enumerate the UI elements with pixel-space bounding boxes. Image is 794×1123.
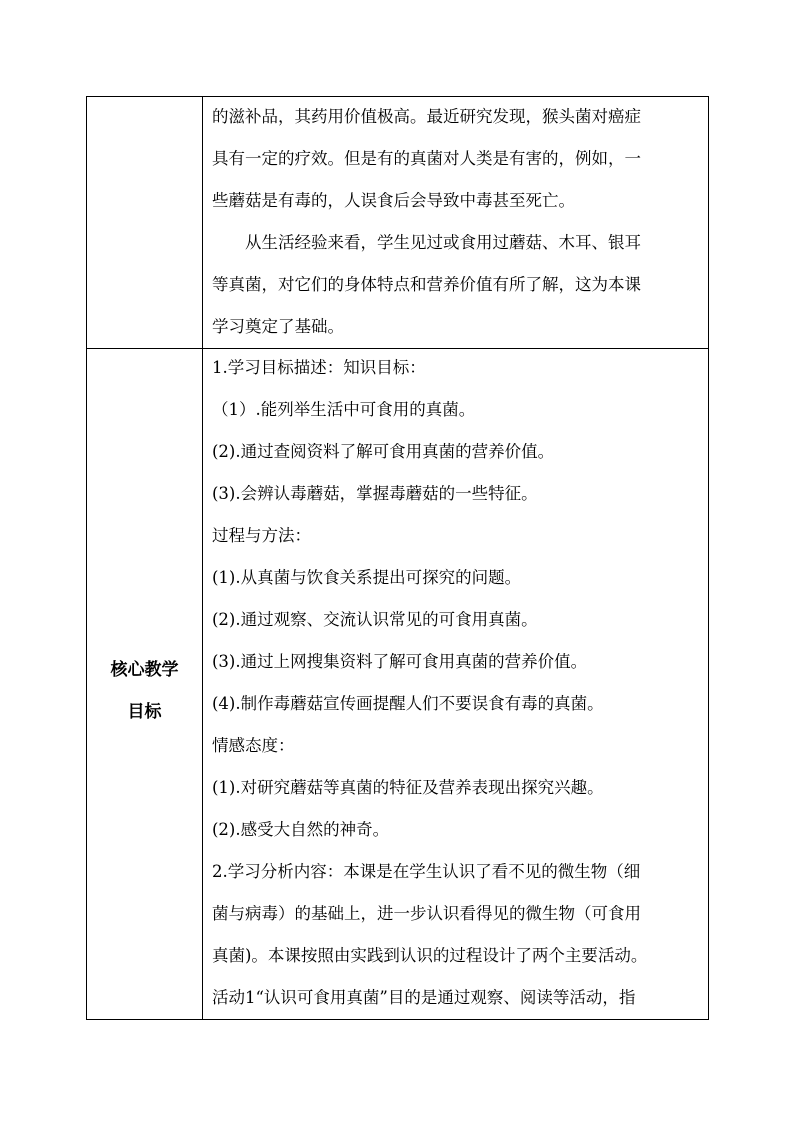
- text-line: 具有一定的疗效。但是有的真菌对人类是有害的，例如，一: [212, 149, 641, 168]
- cell-text-block: [203, 347, 708, 1019]
- text-line: (2).通过查阅资料了解可食用真菌的营养价值。: [212, 442, 555, 461]
- text-line: (3).通过上网搜集资料了解可食用真菌的营养价值。: [212, 652, 588, 671]
- row-label-cell-empty: [87, 97, 203, 349]
- text-line: 菌与病毒）的基础上，进一步认识看得见的微生物（可食用: [212, 904, 641, 923]
- text-line: 真菌)。本课按照由实践到认识的过程设计了两个主要活动。: [212, 946, 648, 965]
- text-line: (3).会辨认毒蘑菇，掌握毒蘑菇的一些特征。: [212, 484, 538, 503]
- text-line: (2).通过观察、交流认识常见的可食用真菌。: [212, 610, 538, 629]
- text-line: 等真菌，对它们的身体特点和营养价值有所了解，这为本课: [212, 275, 641, 294]
- text-line: （1）.能列举生活中可食用的真菌。: [212, 400, 476, 419]
- lesson-plan-table: [86, 96, 709, 1020]
- text-line: (1).对研究蘑菇等真菌的特征及营养表现出探究兴趣。: [212, 778, 604, 797]
- text-line: 情感态度：: [212, 736, 295, 755]
- row-content-cell: [203, 349, 709, 1020]
- text-line: 学习奠定了基础。: [212, 317, 344, 336]
- row-label-core-objectives: [105, 649, 185, 733]
- text-line: 2.学习分析内容：本课是在学生认识了看不见的微生物（细: [212, 862, 641, 881]
- text-line: 些蘑菇是有毒的，人误食后会导致中毒甚至死亡。: [212, 191, 575, 210]
- text-line: 1.学习目标描述：知识目标：: [212, 358, 426, 377]
- row-label-cell: [87, 349, 203, 1020]
- text-line: 的滋补品，其药用价值极高。最近研究发现，猴头菌对癌症: [212, 107, 641, 126]
- text-line: 活动1“认识可食用真菌”目的是通过观察、阅读等活动，指: [212, 988, 636, 1007]
- text-line: (1).从真菌与饮食关系提出可探究的问题。: [212, 568, 522, 587]
- table-row: [87, 349, 709, 1020]
- text-line-indented: 从生活经验来看，学生见过或食用过蘑菇、木耳、银耳: [245, 233, 641, 252]
- text-line: (2).感受大自然的神奇。: [212, 820, 390, 839]
- table-row: [87, 97, 709, 349]
- label-line: 目标: [127, 702, 162, 722]
- text-line: 过程与方法：: [212, 526, 311, 545]
- row-content-cell: [203, 97, 709, 349]
- label-line: 核心教学: [110, 660, 179, 680]
- text-line: (4).制作毒蘑菇宣传画提醒人们不要误食有毒的真菌。: [212, 694, 604, 713]
- cell-text-block: [203, 96, 708, 348]
